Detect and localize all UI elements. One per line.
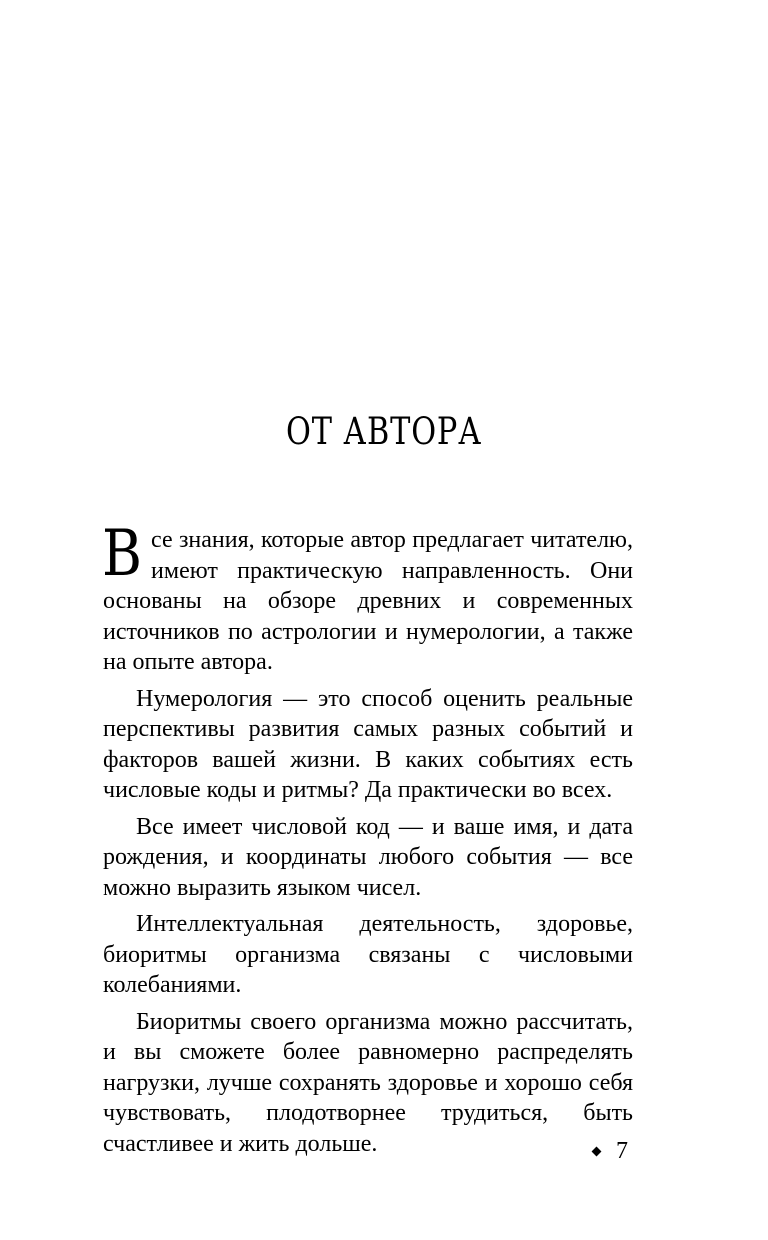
paragraph-2: Нумерология — это способ оценить реальные перспективы развития самых разных событий и факторов вашей жизни. В каких событиях есть числовые коды и ритмы? Да практически во всех.: [103, 685, 633, 803]
page-footer: [593, 1138, 628, 1165]
paragraph-4: Интеллектуальная деятельность, здоровье, биоритмы организма связаны с числовыми колебаниями.: [103, 911, 633, 998]
body-text: [102, 517, 633, 1165]
diamond-ornament-icon: [592, 1147, 602, 1157]
drop-cap: В: [102, 517, 142, 591]
paragraph-1-text: се знания, которые автор предлагает читателю, имеют практическую направленность. Они основаны на обзоре древних и современных источников по астрологии и нумерологии, а также на опыте автора.: [103, 527, 633, 675]
page-number: 7: [616, 1138, 628, 1164]
paragraph-1: [102, 517, 633, 678]
chapter-title: ОТ АВТОРА: [286, 410, 482, 453]
paragraph-5: Биоритмы своего организма можно рассчитать, и вы сможете более равномерно распределять нагрузки, лучше сохранять здоровье и хорошо себя чувствовать, плодотворнее трудиться, быть счастливее и жить дольше.: [103, 1008, 633, 1157]
paragraph-3: Все имеет числовой код — и ваше имя, и дата рождения, и координаты любого события — все можно выразить языком чисел.: [103, 813, 633, 901]
